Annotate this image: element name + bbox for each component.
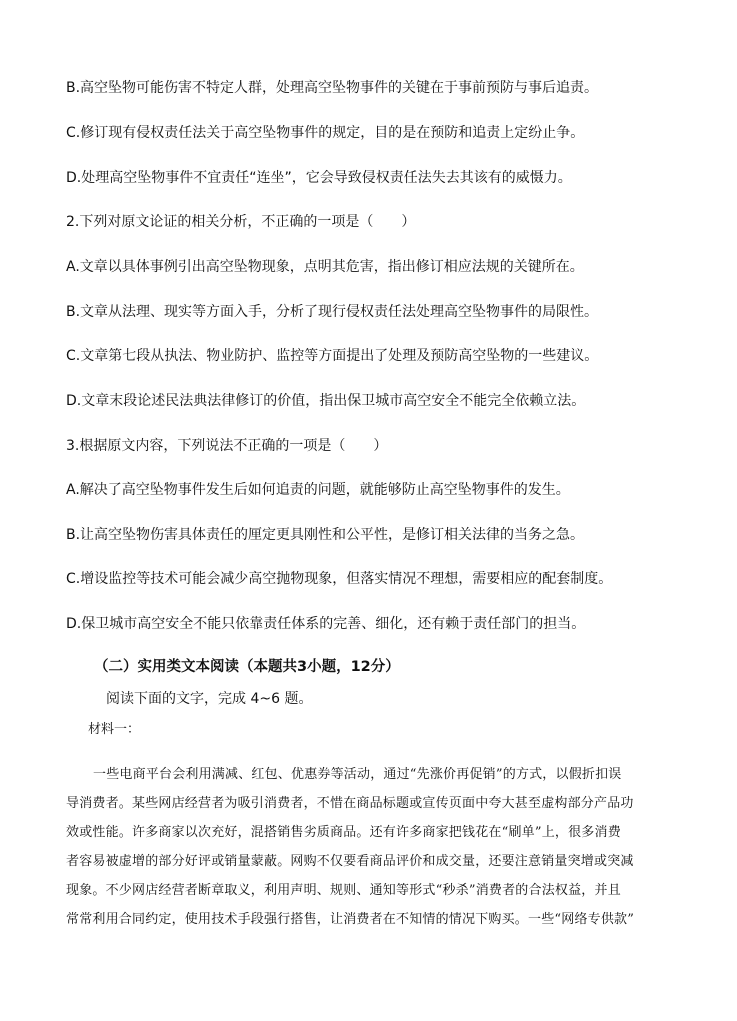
paragraph-line: 常常利用合同约定，使用技术手段强行搭售，让消费者在不知情的情况下购买。一些“网络专供款” [66,912,635,927]
question-3-stem: 3.根据原文内容，下列说法不正确的一项是（ ） [66,438,388,454]
paragraph-line: 现象。不少网店经营者断章取义，利用声明、规则、通知等形式“秒杀”消费者的合法权益，并且 [66,883,621,898]
section-heading: （二）实用类文本阅读（本题共3小题，12分） [94,659,400,675]
question-1-option-c: C.修订现有侵权责任法关于高空坠物事件的规定，目的是在预防和追责上定纷止争。 [66,125,585,141]
paragraph-line: 者容易被虚增的部分好评或销量蒙蔽。网购不仅要看商品评价和成交量，还要注意销量突增或突减 [66,854,634,869]
reading-instructions: 阅读下面的文字，完成 4~6 题。 [106,691,313,707]
paragraph-line: 导消费者。某些网店经营者为吸引消费者，不惜在商品标题或宣传页面中夸大甚至虚构部分产品功 [66,796,634,811]
question-3-option-c: C.增设监控等技术可能会减少高空抛物现象，但落实情况不理想，需要相应的配套制度。 [66,571,613,587]
question-3-option-a: A.解决了高空坠物事件发生后如何追责的问题，就能够防止高空坠物事件的发生。 [66,482,570,498]
paragraph-line: 一些电商平台会利用满减、红包、优惠券等活动，通过“先涨价再促销”的方式，以假折扣误 [93,767,622,782]
question-1-option-b: B.高空坠物可能伤害不特定人群，处理高空坠物事件的关键在于事前预防与事后追责。 [66,80,599,96]
question-2-option-c: C.文章第七段从执法、物业防护、监控等方面提出了处理及预防高空坠物的一些建议。 [66,348,599,364]
material-label: 材料一： [88,722,141,737]
question-2-option-b: B.文章从法理、现实等方面入手，分析了现行侵权责任法处理高空坠物事件的局限性。 [66,304,599,320]
question-2-option-a: A.文章以具体事例引出高空坠物现象，点明其危害，指出修订相应法规的关键所在。 [66,259,584,275]
material-paragraph [66,760,678,934]
paragraph-line: 效或性能。许多商家以次充好，混搭销售劣质商品。还有许多商家把钱花在“刷单”上，很多消费 [66,825,621,840]
question-3-option-b: B.让高空坠物伤害具体责任的厘定更具刚性和公平性，是修订相关法律的当务之急。 [66,527,585,543]
question-1-option-d: D.处理高空坠物事件不宜责任“连坐”，它会导致侵权责任法失去其该有的威慑力。 [66,170,572,186]
question-2-stem: 2.下列对原文论证的相关分析，不正确的一项是（ ） [66,214,416,230]
question-3-option-d: D.保卫城市高空安全不能只依靠责任体系的完善、细化，还有赖于责任部门的担当。 [66,616,586,632]
question-2-option-d: D.文章末段论述民法典法律修订的价值，指出保卫城市高空安全不能完全依赖立法。 [66,393,586,409]
